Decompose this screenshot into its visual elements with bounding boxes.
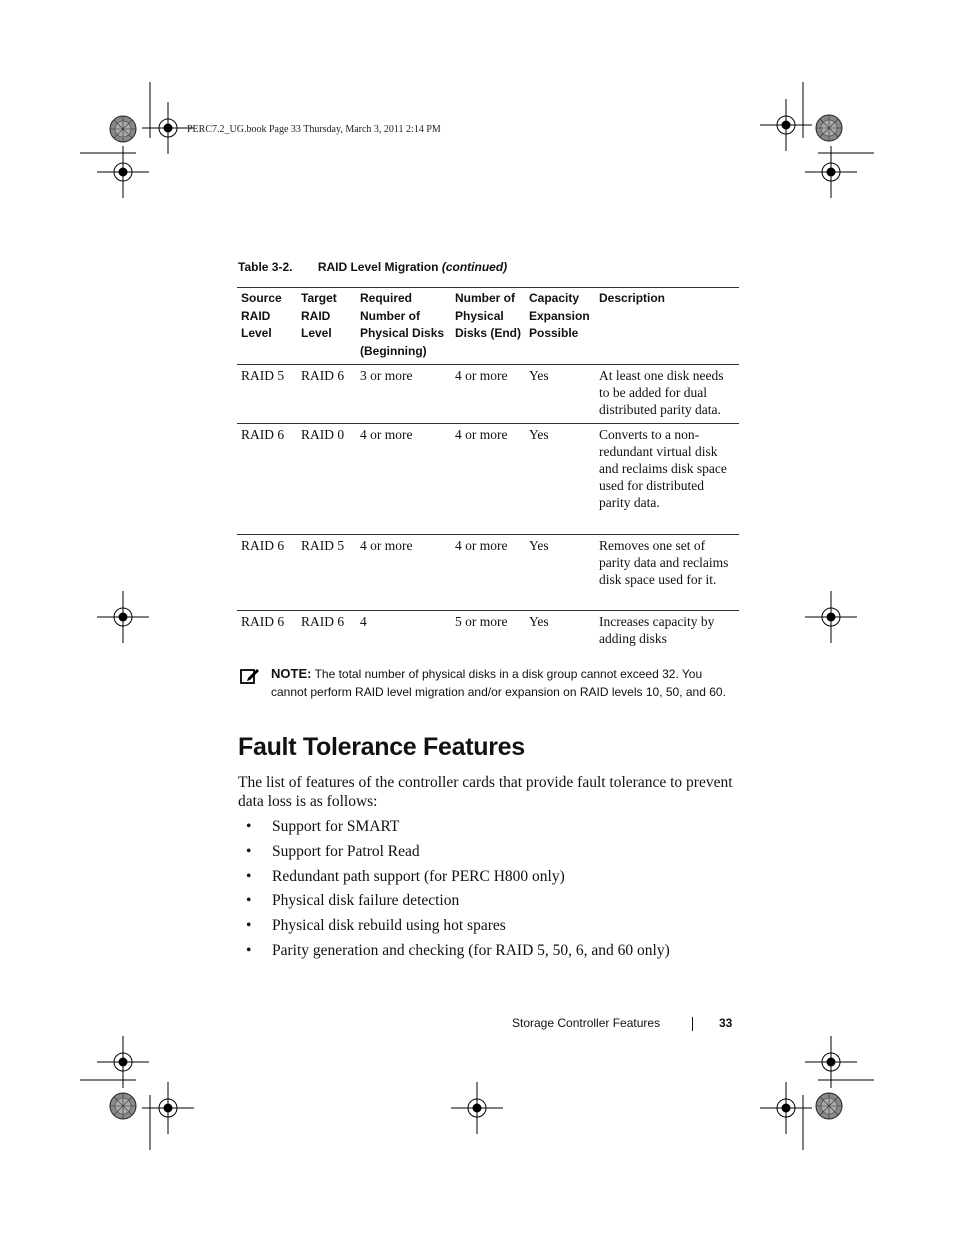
bullet: • [246,818,252,835]
cell-description: Increases capacity by adding disks [599,614,715,646]
list-item-text: Support for Patrol Read [272,842,420,860]
cell-source: RAID 5 [237,365,297,424]
table-row [237,365,739,424]
table-caption [238,260,507,274]
cell-end: 4 or more [451,424,525,535]
cell-source: RAID 6 [237,424,297,535]
header-required-disks: Required Number of Physical Disks (Beginning) [356,288,451,365]
note-text-block [271,665,740,701]
footer-page-number: 33 [719,1016,733,1030]
section-intro: The list of features of the controller cards that provide fault tolerance to prevent data loss is as follows: [238,774,733,810]
list-item [238,891,670,916]
cell-source: RAID 6 [237,535,297,611]
table-row [237,611,739,659]
list-item [238,842,670,867]
list-item-text: Redundant path support (for PERC H800 only) [272,867,565,885]
header-source-raid-level: Source RAID Level [237,288,297,365]
list-item [238,916,670,941]
cell-description: Removes one set of parity data and reclaims disk space used for it. [595,535,739,611]
bullet: • [246,892,252,910]
cell-end: 4 or more [451,535,525,611]
header-disks-end: Number of Physical Disks (End) [451,288,525,365]
cell-target: RAID 6 [301,614,345,629]
list-item-text: Parity generation and checking (for RAID 5, 50, 6, and 60 only) [272,941,670,959]
cell-end: 4 or more [451,365,525,424]
cell-required: 4 or more [356,535,451,611]
cell-expansion: Yes [529,614,549,629]
header-description: Description [595,288,739,365]
list-item [238,867,670,892]
list-item-text: Support for SMART [272,818,400,835]
note-label: NOTE: [271,666,312,681]
table-header-row [237,288,739,365]
note-callout [240,665,740,701]
cell-source: RAID 6 [241,614,285,629]
cell-target: RAID 5 [297,535,356,611]
cell-target: RAID 0 [297,424,356,535]
list-item-text: Physical disk rebuild using hot spares [272,917,506,935]
list-item [238,941,670,966]
table-row [237,424,739,535]
print-slug: PERC7.2_UG.book Page 33 Thursday, March 3, 2011 2:14 PM [187,124,441,135]
note-text: The total number of physical disks in a disk group cannot exceed 32. You cannot perform RAID level migration and/or expansion on RAID levels 10, 50, and 60. [271,667,726,699]
footer-section-name: Storage Controller Features [512,1016,661,1030]
table-caption-continued: (continued) [441,260,508,274]
cell-required: 3 or more [356,365,451,424]
table-caption-number: Table 3-2. [238,260,293,274]
feature-list [238,817,670,966]
bullet: • [246,842,252,860]
cell-description: Converts to a non-redundant virtual disk and reclaims disk space used for distributed parity data. [595,424,739,535]
raid-migration-table [237,287,739,659]
table-row [237,535,739,611]
section-title: Fault Tolerance Features [238,733,525,761]
cell-expansion: Yes [525,365,595,424]
table-caption-title: RAID Level Migration [317,260,439,274]
list-item [238,817,670,842]
cell-required: 4 or more [356,424,451,535]
bullet: • [246,867,252,885]
cell-required: 4 [360,614,367,629]
bullet: • [246,917,252,935]
cell-description: At least one disk needs to be added for dual distributed parity data. [595,365,739,424]
pencil-note-icon [240,667,260,685]
footer-divider [692,1017,693,1031]
cell-expansion: Yes [525,535,595,611]
bullet: • [246,941,252,959]
header-capacity-expansion: Capacity Expansion Possible [525,288,595,365]
cell-target: RAID 6 [297,365,356,424]
list-item-text: Physical disk failure detection [272,892,460,910]
header-target-raid-level: Target RAID Level [297,288,356,365]
cell-expansion: Yes [525,424,595,535]
cell-end: 5 or more [455,614,508,629]
